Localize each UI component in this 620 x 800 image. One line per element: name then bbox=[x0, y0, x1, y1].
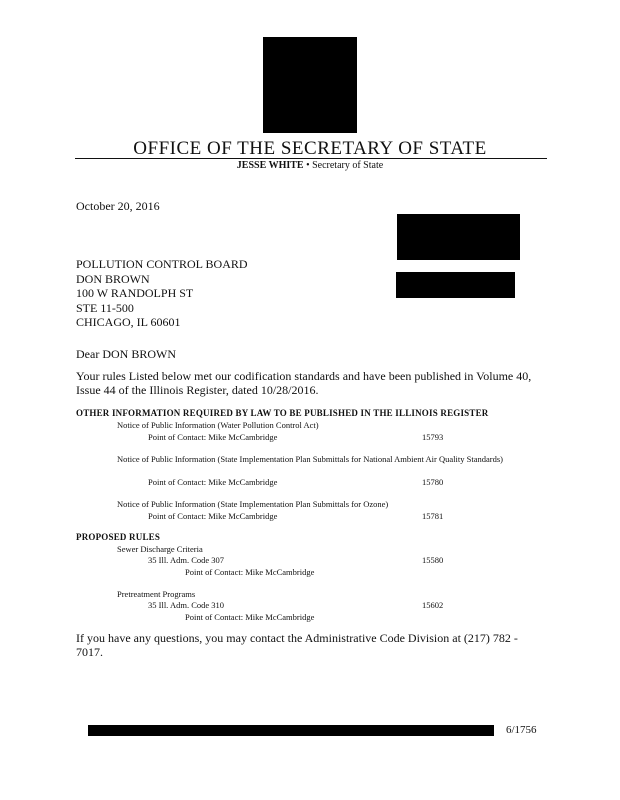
letterhead-rule bbox=[75, 158, 547, 159]
proposed-item-code: 35 Ill. Adm. Code 310 bbox=[148, 600, 225, 610]
letter-date: October 20, 2016 bbox=[76, 199, 160, 213]
proposed-item-number: 15602 bbox=[422, 600, 444, 610]
other-info-item-title: Notice of Public Information (State Implementation Plan Submittals for National Ambient Air Quality Standards) bbox=[117, 454, 503, 464]
closing-paragraph: If you have any questions, you may contact the Administrative Code Division at (217) 782 - 7017. bbox=[76, 631, 518, 659]
proposed-item-code: 35 Ill. Adm. Code 307 bbox=[148, 555, 225, 565]
salutation: Dear DON BROWN bbox=[76, 347, 176, 361]
other-info-item-number: 15780 bbox=[422, 477, 444, 487]
address-line: DON BROWN bbox=[76, 271, 150, 286]
proposed-item-number: 15580 bbox=[422, 555, 444, 565]
other-info-item-title: Notice of Public Information (State Implementation Plan Submittals for Ozone) bbox=[117, 499, 389, 509]
secretary-title: • Secretary of State bbox=[306, 160, 384, 171]
address-line: STE 11-500 bbox=[76, 300, 134, 315]
other-info-item-contact: Point of Contact: Mike McCambridge bbox=[148, 477, 278, 487]
other-info-item-contact: Point of Contact: Mike McCambridge bbox=[148, 432, 278, 442]
proposed-item-title: Sewer Discharge Criteria bbox=[117, 544, 203, 554]
secretary-name: JESSE WHITE bbox=[236, 160, 304, 171]
office-title: OFFICE OF THE SECRETARY OF STATE bbox=[133, 138, 487, 159]
address-line: CHICAGO, IL 60601 bbox=[76, 315, 181, 329]
other-info-item-contact: Point of Contact: Mike McCambridge bbox=[148, 511, 278, 521]
other-info-heading: OTHER INFORMATION REQUIRED BY LAW TO BE PUBLISHED IN THE ILLINOIS REGISTER bbox=[76, 408, 489, 418]
proposed-item-contact: Point of Contact: Mike McCambridge bbox=[185, 567, 315, 577]
other-info-item-number: 15793 bbox=[422, 432, 444, 442]
body-paragraph: Your rules Listed below met our codification standards and have been published in Volume 40, Issue 44 of the Illinois Register, dated 10/28/2016. bbox=[76, 369, 532, 397]
address-line: 100 W RANDOLPH ST bbox=[76, 286, 194, 300]
proposed-item-contact: Point of Contact: Mike McCambridge bbox=[185, 612, 315, 622]
footer-page-number: 6/1756 bbox=[506, 724, 537, 736]
redacted-seal bbox=[263, 37, 357, 133]
address-line: POLLUTION CONTROL BOARD bbox=[76, 257, 248, 271]
proposed-item-title: Pretreatment Programs bbox=[117, 589, 196, 599]
recipient-address bbox=[76, 257, 248, 330]
redacted-block-1 bbox=[397, 214, 520, 260]
other-info-item-number: 15781 bbox=[422, 511, 444, 521]
other-info-item-title: Notice of Public Information (Water Pollution Control Act) bbox=[117, 420, 319, 430]
proposed-rules-heading: PROPOSED RULES bbox=[76, 532, 161, 542]
redacted-block-2 bbox=[396, 272, 515, 298]
redacted-footer-bar bbox=[88, 725, 494, 736]
letterhead-subtitle bbox=[0, 160, 620, 171]
